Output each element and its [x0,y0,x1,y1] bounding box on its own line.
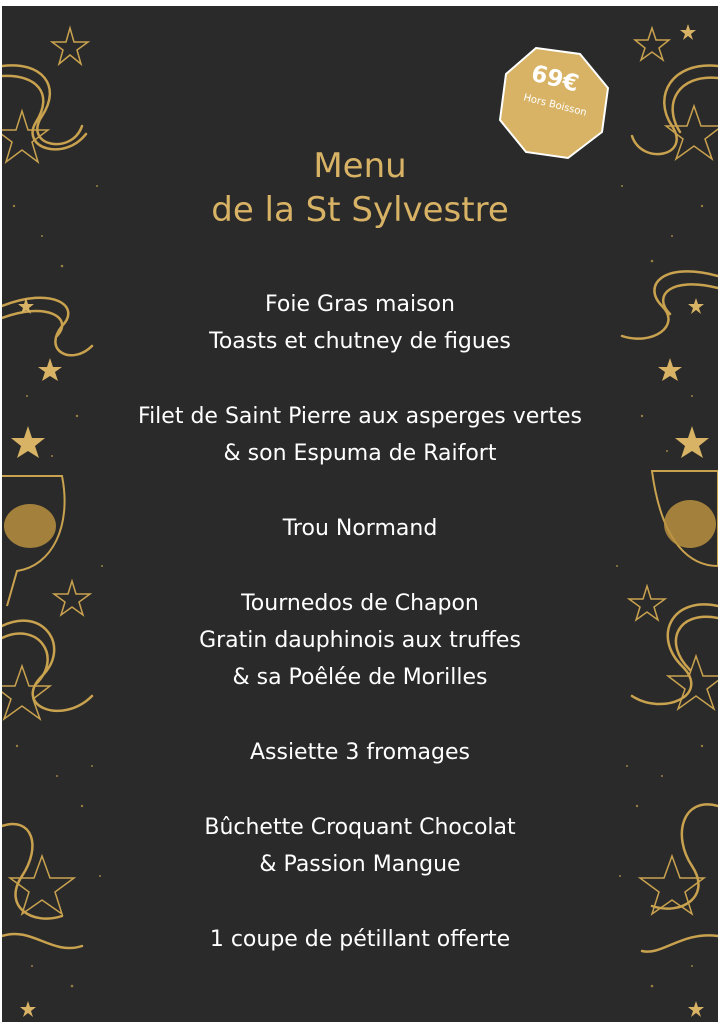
price-note: Hors Boisson [522,92,588,119]
course-line: Tournedos de Chapon [241,591,479,616]
course-line: Bûchette Croquant Chocolat [204,815,516,840]
course-line: Gratin dauphinois aux truffes [199,628,521,653]
menu-title-line1: Menu [313,146,407,186]
course-line: Filet de Saint Pierre aux asperges vertes [138,404,582,429]
menu-card [2,6,718,1022]
course-line: & Passion Mangue [259,852,461,877]
course-list [2,286,718,996]
course-line: 1 coupe de pétillant offerte [209,927,511,952]
course-item [2,398,718,472]
course-line: Assiette 3 fromages [249,740,471,765]
course-line: Trou Normand [282,516,438,541]
course-item [2,585,718,696]
price-label: 69€ [528,60,582,98]
menu-title [2,144,718,232]
course-line: & son Espuma de Raifort [223,441,497,466]
menu-title-line2: de la St Sylvestre [211,190,509,230]
course-item [2,734,718,771]
course-item [2,921,718,958]
course-item [2,809,718,883]
course-item [2,510,718,547]
course-line: & sa Poêlée de Morilles [232,665,488,690]
course-item [2,286,718,360]
course-line: Toasts et chutney de figues [209,329,511,354]
course-line: Foie Gras maison [265,292,455,317]
